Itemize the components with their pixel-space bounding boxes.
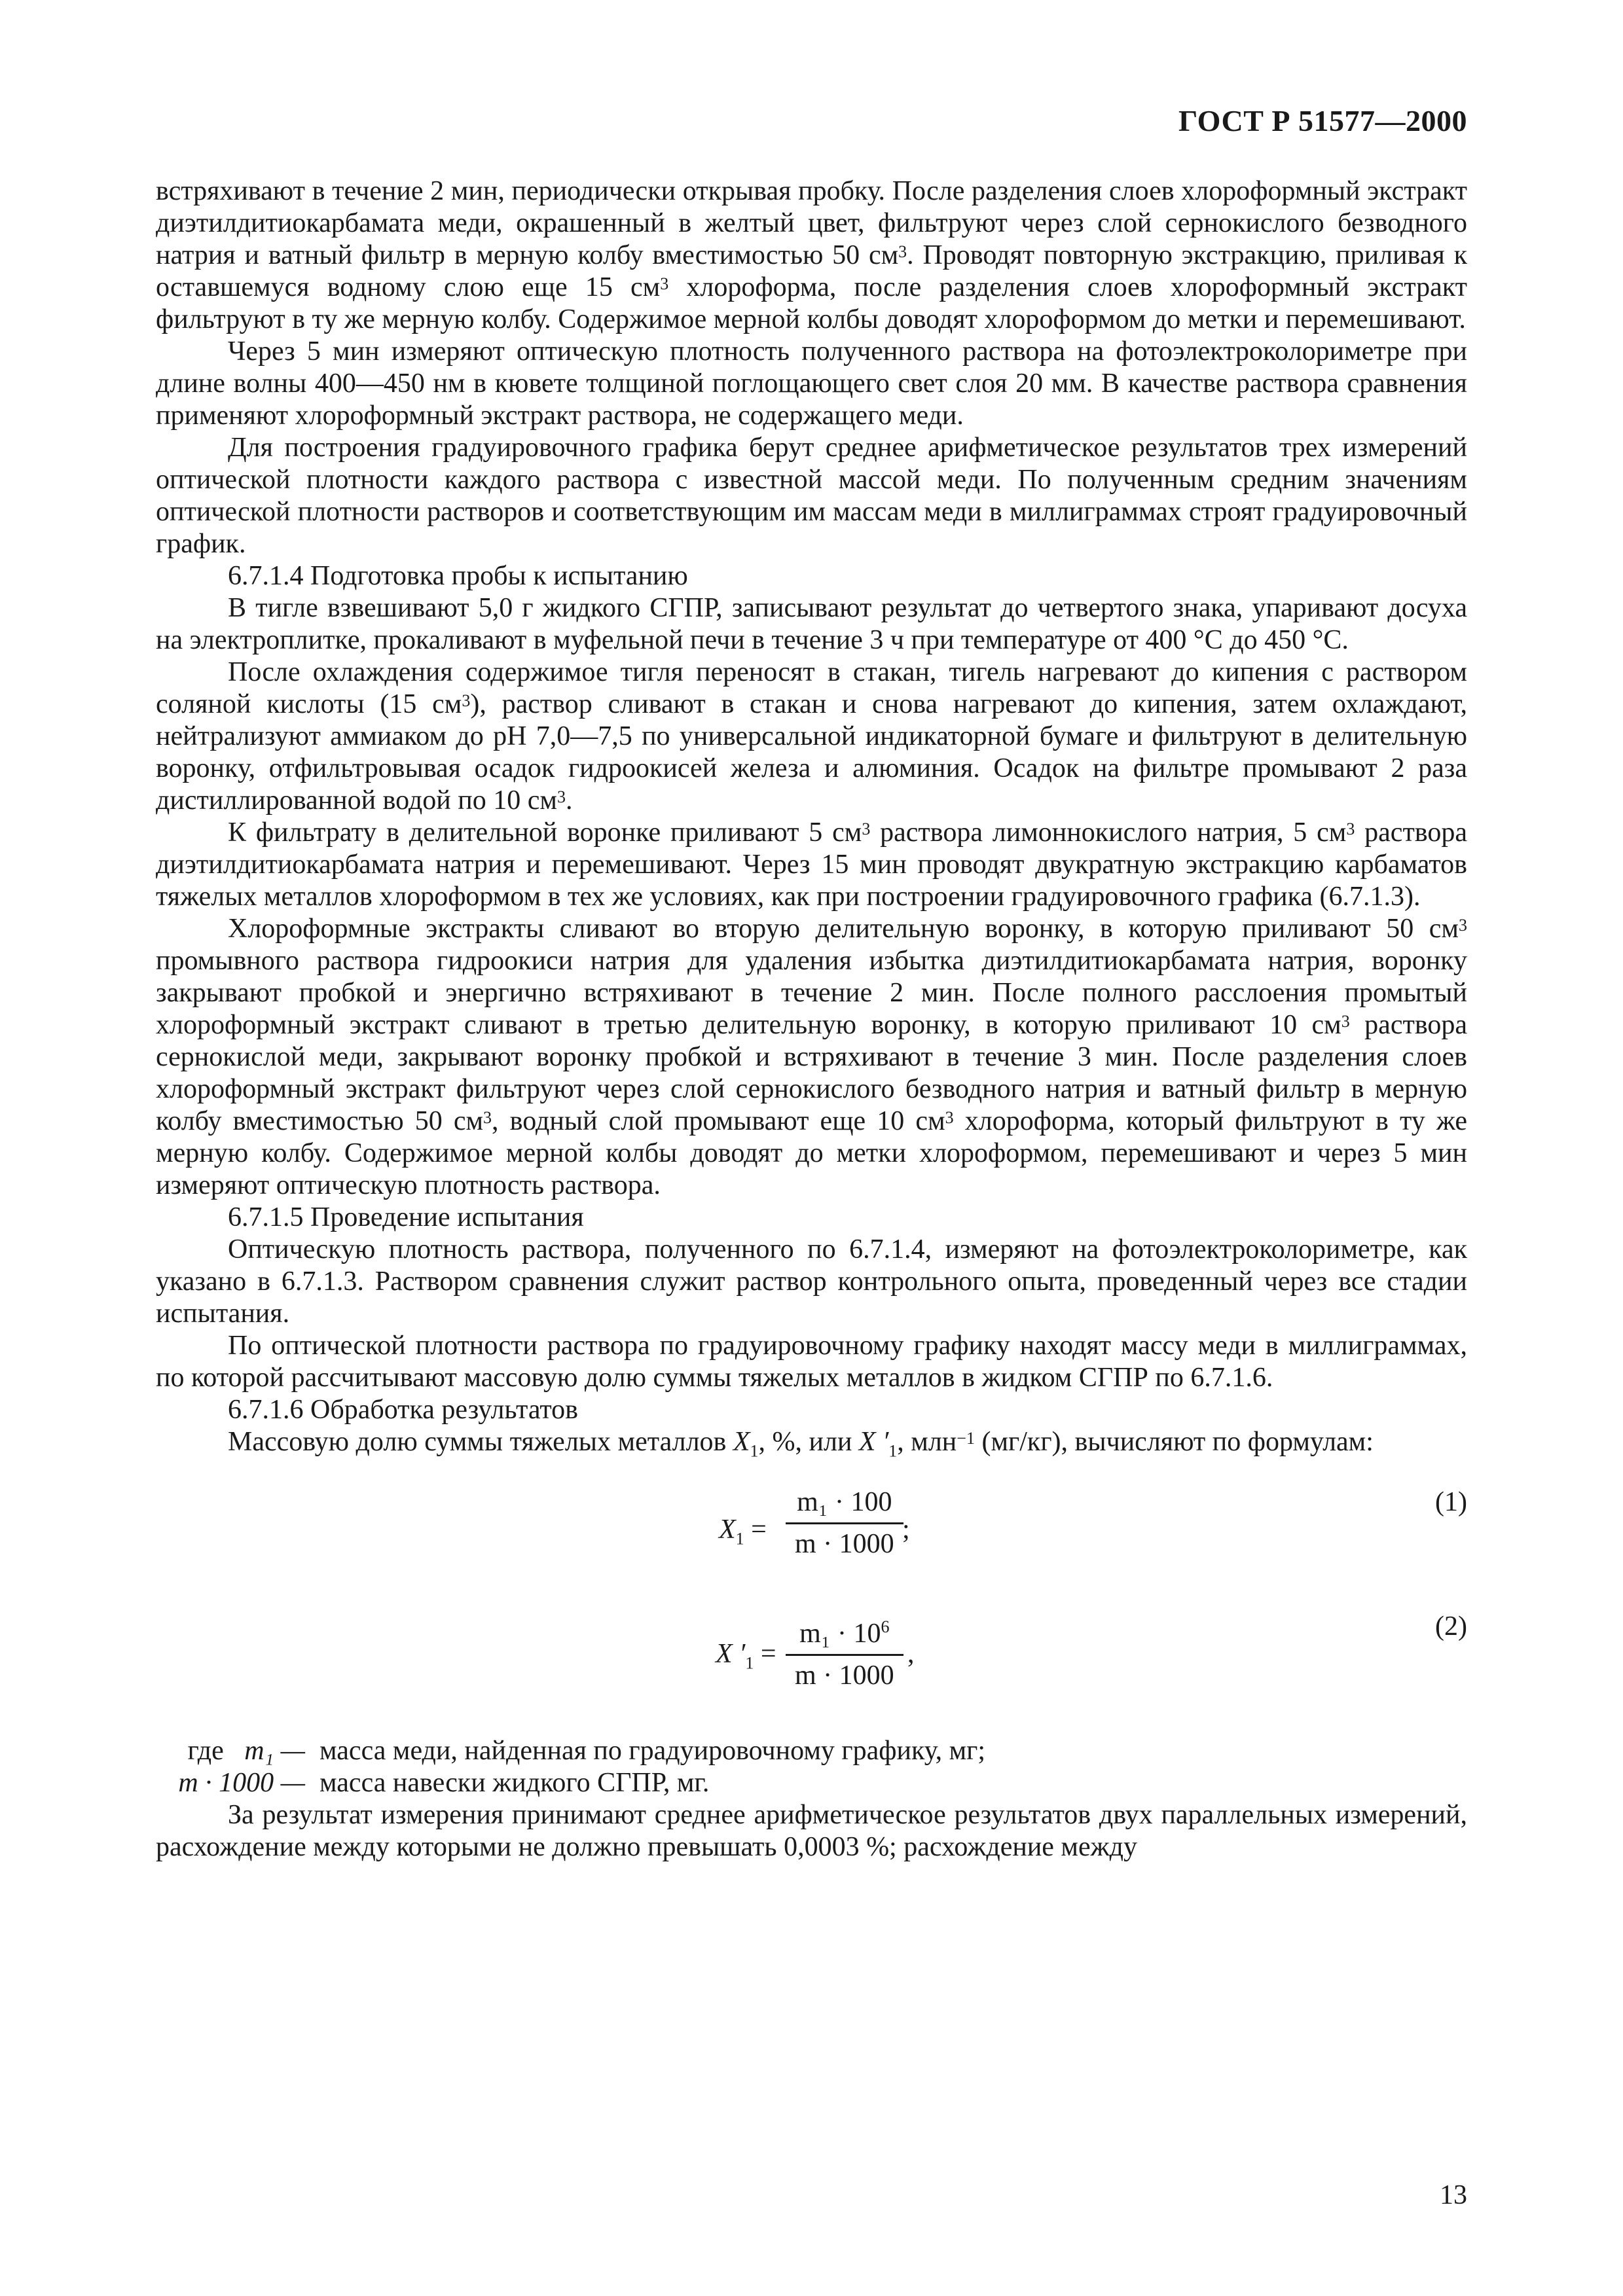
formula-number: (2): [1435, 1611, 1467, 1642]
paragraph: Через 5 мин измеряют оптическую плотность полученного раствора на фотоэлектроколориметре при длине волны 400—450 нм в кювете толщиной поглощающего свет слоя 20 мм. В качестве раствора сравнения применяют хлороформный экстракт раствора, не содержащего меди.: [156, 336, 1467, 431]
formula-fraction: $\frac{m_1 \cdot 10^6}{m \cdot 1000}$: [786, 1611, 903, 1692]
formula-number: (1): [1435, 1487, 1467, 1518]
paragraph: В тигле взвешивают 5,0 г жидкого СГПР, записывают результат до четвертого знака, упаривают досуха на электроплитке, прокаливают в муфельной печи в течение 3 ч при температуре от 400 °С до 450 °С.: [156, 593, 1467, 655]
paragraph: За результат измерения принимают среднее арифметическое результатов двух параллельных измерений, расхождение между которыми не должно превышать 0,0003 %; расхождение между: [156, 1800, 1467, 1863]
paragraph: Массовую долю суммы тяжелых металлов $X_1$, %, или X $'_1$, млн$^{-1}$ (мг/кг), вычисляют по формулам:: [228, 1427, 1374, 1461]
document-code: ГОСТ Р 51577—2000: [1178, 104, 1467, 137]
formula-2: X $'_1$ = $\frac{m_1 \cdot 10^6}{m \cdot 1000}$ , (2): [716, 1611, 1467, 1691]
section-heading: 6.7.1.4 Подготовка пробы к испытанию: [228, 561, 688, 591]
formula-lhs: $X_1$ =: [719, 1515, 767, 1549]
paragraph: Оптическую плотность раствора, полученного по 6.7.1.4, измеряют на фотоэлектроколориметре, как указано в 6.7.1.3. Раствором сравнения служит раствор контрольного опыта, проведенный через все стадии испытания.: [156, 1234, 1467, 1329]
paragraph: После охлаждения содержимое тигля переносят в стакан, тигель нагревают до кипения с раствором соляной кислоты (15 $см^3$), раствор сливают в стакан и снова нагревают до кипения, затем охлаждают, нейтрализуют аммиаком до pH 7,0—7,5 по универсальной индикаторной бумаге и фильтруют в делительную воронку, отфильтровывая осадок гидроокисей железа и алюминия. Осадок на фильтре промывают 2 раза дистиллированной водой по 10 $см^3$.: [156, 657, 1467, 816]
section-heading: 6.7.1.5 Проведение испытания: [228, 1202, 584, 1232]
section-heading: 6.7.1.6 Обработка результатов: [228, 1395, 579, 1425]
paragraph: К фильтрату в делительной воронке приливают 5 $см^3$ раствора лимоннокислого натрия, 5 $см^3$ раствора диэтилдитиокарбамата натрия и перемешивают. Через 15 мин проводят двукратную экстракцию карбаматов тяжелых металлов хлороформом в тех же условиях, как при построении градуировочного графика (6.7.1.3).: [156, 817, 1467, 912]
formula-fraction: $\frac{\text{m₁ · 100}}{m \cdot 1000}$: [786, 1486, 903, 1560]
formula-legend: [156, 1735, 1467, 1799]
legend-row: m · 1000 — масса навески жидкого СГПР, мг.: [178, 1768, 710, 1799]
paragraph: Хлороформные экстракты сливают во вторую делительную воронку, в которую приливают 50 $см^3$ промывного раствора гидроокиси натрия для удаления избытка диэтилдитиокарбамата натрия, воронку закрывают пробкой и энергично встряхивают в течение 2 мин. После полного расслоения промытый хлороформный экстракт сливают в третью делительную воронку, в которую приливают 10 $см^3$ раствора сернокислой меди, закрывают воронку пробкой и встряхивают в течение 3 мин. После разделения слоев хлороформный экстракт фильтруют через слой сернокислого безводного натрия и ватный фильтр в мерную колбу вместимостью 50 $см^3$, водный слой промывают еще 10 $см^3$ хлороформа, который фильтруют в ту же мерную колбу. Содержимое мерной колбы доводят до метки хлороформом, перемешивают и через 5 мин измеряют оптическую плотность раствора.: [156, 914, 1468, 1200]
formula-lhs: X $'_1$ =: [716, 1639, 776, 1673]
paragraph: Для построения градуировочного графика берут среднее арифметическое результатов трех измерений оптической плотности каждого раствора с известной массой меди. По полученным средним значениям оптической плотности растворов и соответствующим им массам меди в миллиграммах строят градуировочный график.: [156, 433, 1467, 559]
legend-row: где m₁ — масса меди, найденная по градуировочному графику, мг;: [187, 1736, 986, 1767]
formula-1: $X_1$ = $\frac{\text{m₁ · 100}}{m \cdot 1000}$ ; (1): [719, 1487, 1467, 1560]
document-body: [156, 175, 1467, 1863]
page-number: 13: [1440, 2180, 1467, 2210]
paragraph: встряхивают в течение 2 мин, периодически открывая пробку. После разделения слоев хлороформный экстракт диэтилдитиокарбамата меди, окрашенный в желтый цвет, фильтруют через слой сернокислого безводного натрия и ватный фильтр в мерную колбу вместимостью 50 $см^3$. Проводят повторную экстракцию, приливая к оставшемуся водному слою еще 15 $см^3$ хлороформа, после разделения слоев хлороформный экстракт фильтруют в ту же мерную колбу. Содержимое мерной колбы доводят хлороформом до метки и перемешивают.: [156, 176, 1467, 334]
paragraph: По оптической плотности раствора по градуировочному графику находят массу меди в миллиграммах, по которой рассчитывают массовую долю суммы тяжелых металлов в жидком СГПР по 6.7.1.6.: [156, 1331, 1467, 1393]
